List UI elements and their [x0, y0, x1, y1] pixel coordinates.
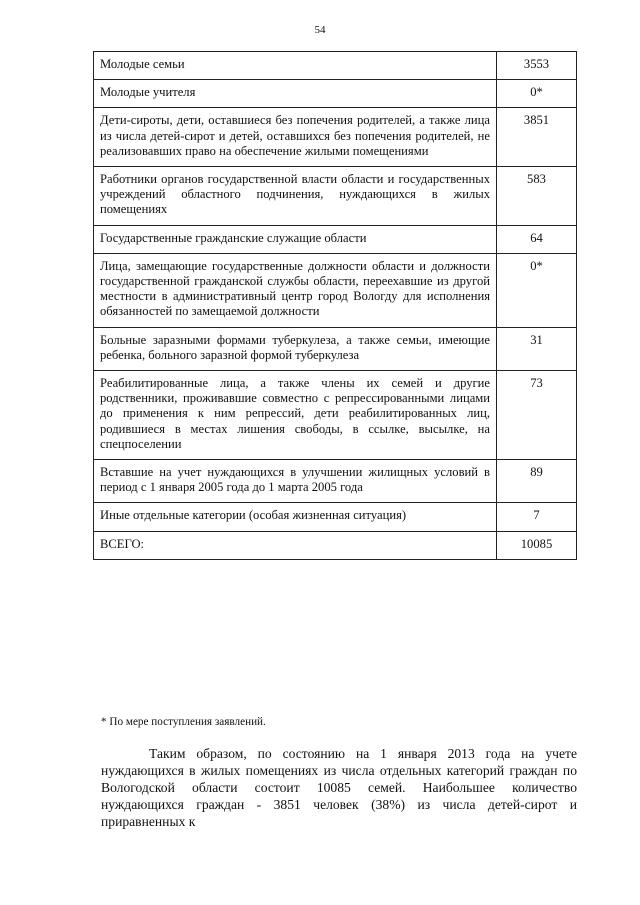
- table-row: [94, 80, 577, 108]
- page-number: 54: [314, 24, 326, 36]
- table-row: [94, 108, 577, 167]
- value-cell: 31: [497, 327, 577, 370]
- category-cell: Вставшие на учет нуждающихся в улучшении жилищных условий в период с 1 января 2005 года до 1 марта 2005 года: [94, 460, 497, 503]
- footnote: * По мере поступления заявлений.: [101, 716, 266, 728]
- value-cell: 583: [497, 167, 577, 226]
- value-cell: 89: [497, 460, 577, 503]
- total-value: 10085: [497, 531, 577, 559]
- value-cell: 73: [497, 371, 577, 460]
- table-row: [94, 371, 577, 460]
- value-cell: 3851: [497, 108, 577, 167]
- category-cell: Реабилитированные лица, а также члены их семей и другие родственники, проживавшие совместно с репрессированными лицами до применения к ним репрессий, дети реабилитированных лиц, родившиеся в местах лишения свободы, в ссылке, высылке, на спецпоселении: [94, 371, 497, 460]
- value-cell: 0*: [497, 80, 577, 108]
- total-row: [94, 531, 577, 559]
- category-cell: Работники органов государственной власти области и государственных учреждений областного подчинения, нуждающихся в жилых помещениях: [94, 167, 497, 226]
- table-row: [94, 225, 577, 253]
- table-row: [94, 167, 577, 226]
- category-cell: Молодые учителя: [94, 80, 497, 108]
- category-cell: Молодые семьи: [94, 52, 497, 80]
- category-cell: Государственные гражданские служащие области: [94, 225, 497, 253]
- table-row: [94, 327, 577, 370]
- category-cell: Больные заразными формами туберкулеза, а также семьи, имеющие ребенка, больного заразной формой туберкулеза: [94, 327, 497, 370]
- category-cell: Иные отдельные категории (особая жизненная ситуация): [94, 503, 497, 531]
- value-cell: 3553: [497, 52, 577, 80]
- total-label: ВСЕГО:: [94, 531, 497, 559]
- categories-table: [93, 51, 577, 560]
- value-cell: 64: [497, 225, 577, 253]
- category-cell: Лица, замещающие государственные должности области и должности государственной гражданской службы области, переехавшие из другой местности в административный центр город Вологду для исполнения обязанностей по замещаемой должности: [94, 253, 497, 327]
- table-row: [94, 503, 577, 531]
- value-cell: 0*: [497, 253, 577, 327]
- category-cell: Дети-сироты, дети, оставшиеся без попечения родителей, а также лица из числа детей-сирот и детей, оставшихся без попечения родителей, не реализовавших право на обеспечение жилыми помещениями: [94, 108, 497, 167]
- table-row: [94, 253, 577, 327]
- value-cell: 7: [497, 503, 577, 531]
- table-row: [94, 460, 577, 503]
- body-paragraph: Таким образом, по состоянию на 1 января 2013 года на учете нуждающихся в жилых помещениях из числа отдельных категорий граждан по Вологодской области состоит 10085 семей. Наибольшее количество нуждающихся граждан - 3851 человек (38%) из числа детей-сирот и приравненных к: [101, 746, 577, 829]
- table-row: [94, 52, 577, 80]
